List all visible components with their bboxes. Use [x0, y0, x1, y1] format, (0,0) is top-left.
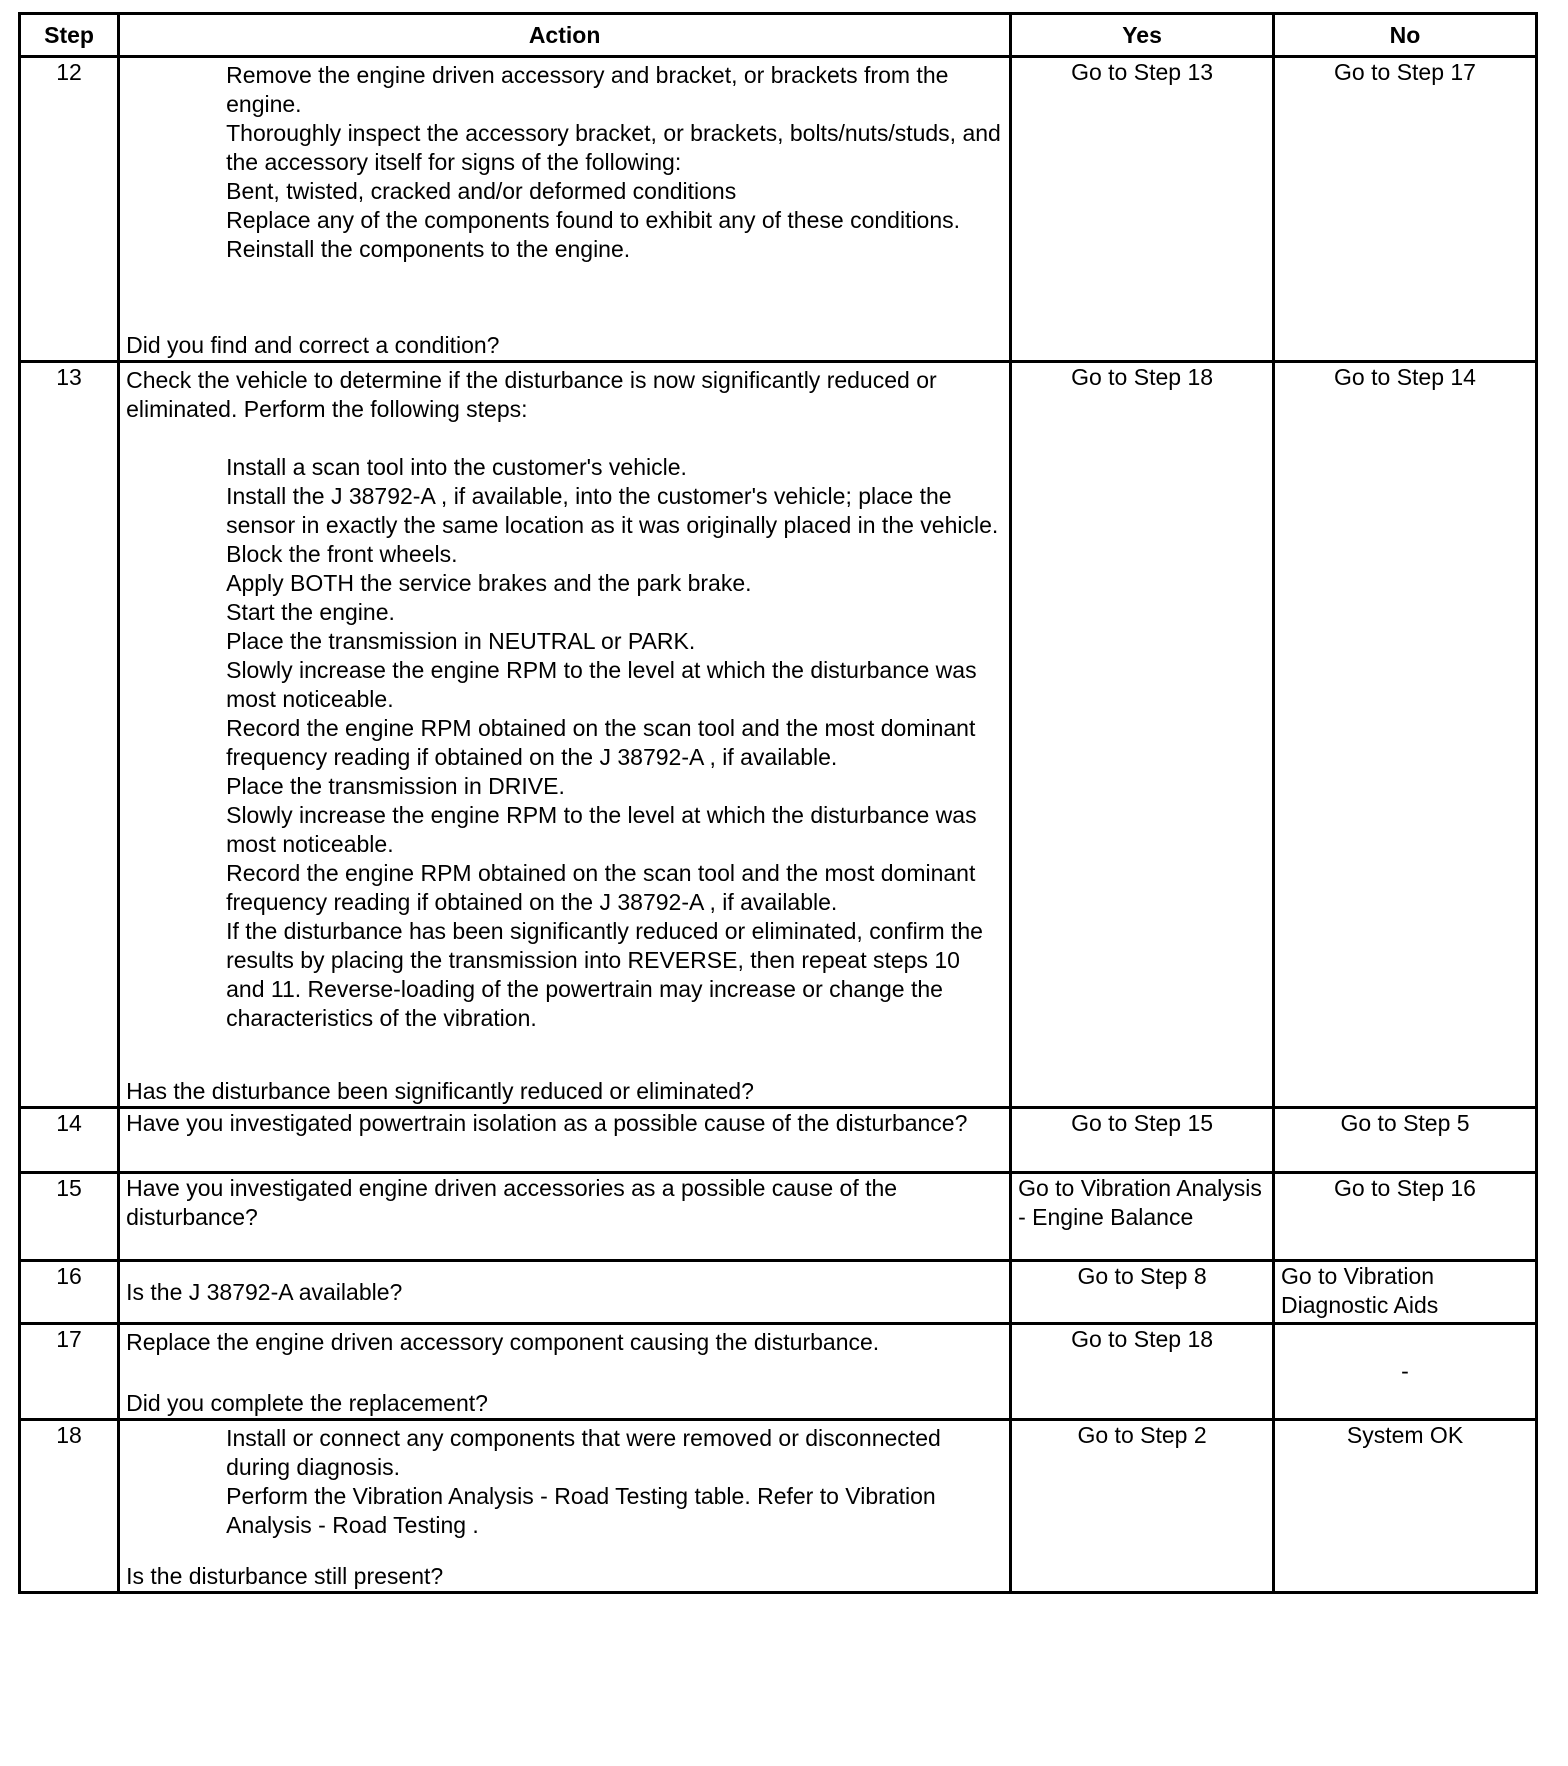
question: Did you complete the replacement? — [126, 1390, 488, 1416]
list-item: Thoroughly inspect the accessory bracket, or brackets, bolts/nuts/studs, and the accessory itself for signs of the following: — [226, 120, 1001, 175]
list-item: Place the transmission in DRIVE. — [226, 773, 565, 799]
action-cell: Is the J 38792-A available? — [119, 1261, 1011, 1324]
yes-result: Go to Step 18 — [1011, 1324, 1274, 1420]
list-item: Start the engine. — [226, 599, 395, 625]
question: Is the disturbance still present? — [126, 1563, 444, 1589]
list-item: Bent, twisted, cracked and/or deformed conditions — [226, 178, 737, 204]
list-item: Apply BOTH the service brakes and the park brake. — [226, 570, 752, 596]
yes-result: Go to Step 13 — [1011, 57, 1274, 362]
list-item: Replace any of the components found to exhibit any of these conditions. — [226, 207, 961, 233]
yes-result: Go to Step 15 — [1011, 1108, 1274, 1173]
list-item: Reinstall the components to the engine. — [226, 236, 631, 262]
list-item: Slowly increase the engine RPM to the level at which the disturbance was most noticeable. — [226, 657, 977, 712]
list-item: Slowly increase the engine RPM to the level at which the disturbance was most noticeable. — [226, 802, 977, 857]
question: Did you find and correct a condition? — [126, 332, 500, 358]
no-result: - — [1274, 1324, 1537, 1420]
procedure-list — [126, 453, 1003, 1033]
question: Has the disturbance been significantly reduced or eliminated? — [126, 1078, 754, 1104]
list-item: Place the transmission in NEUTRAL or PARK. — [226, 628, 696, 654]
step-number: 12 — [20, 57, 119, 362]
no-result: Go to Step 16 — [1274, 1173, 1537, 1261]
header-step: Step — [20, 14, 119, 57]
procedure-list — [126, 1421, 1003, 1540]
diagnostic-table — [18, 12, 1538, 1594]
table-row — [20, 57, 1537, 362]
yes-result: Go to Vibration Analysis - Engine Balance — [1011, 1173, 1274, 1261]
table-row — [20, 362, 1537, 1108]
no-result: Go to Step 14 — [1274, 362, 1537, 1108]
action-cell: Have you investigated powertrain isolation as a possible cause of the disturbance? — [119, 1108, 1011, 1173]
action-cell — [119, 1324, 1011, 1420]
step-number: 13 — [20, 362, 119, 1108]
step-number: 16 — [20, 1261, 119, 1324]
intro-text: Replace the engine driven accessory component causing the disturbance. — [126, 1329, 880, 1355]
table-row — [20, 1173, 1537, 1261]
list-item: Record the engine RPM obtained on the scan tool and the most dominant frequency reading if obtained on the J 38792-A , if available. — [226, 860, 976, 915]
list-item: Perform the Vibration Analysis - Road Testing table. Refer to Vibration Analysis - Road Testing . — [226, 1483, 936, 1538]
action-cell — [119, 57, 1011, 362]
action-cell — [119, 1420, 1011, 1593]
table-row — [20, 1420, 1537, 1593]
step-number: 18 — [20, 1420, 119, 1593]
yes-result: Go to Step 8 — [1011, 1261, 1274, 1324]
yes-result: Go to Step 2 — [1011, 1420, 1274, 1593]
intro-text: Check the vehicle to determine if the disturbance is now significantly reduced or eliminated. Perform the following steps: — [126, 367, 937, 422]
list-item: Install a scan tool into the customer's vehicle. — [226, 454, 687, 480]
no-result: Go to Step 17 — [1274, 57, 1537, 362]
list-item: Record the engine RPM obtained on the scan tool and the most dominant frequency reading if obtained on the J 38792-A , if available. — [226, 715, 976, 770]
action-cell: Have you investigated engine driven accessories as a possible cause of the disturbance? — [119, 1173, 1011, 1261]
no-result: Go to Vibration Diagnostic Aids — [1274, 1261, 1537, 1324]
no-result: System OK — [1274, 1420, 1537, 1593]
no-result: Go to Step 5 — [1274, 1108, 1537, 1173]
table-row — [20, 1108, 1537, 1173]
header-yes: Yes — [1011, 14, 1274, 57]
header-row — [20, 14, 1537, 57]
step-number: 15 — [20, 1173, 119, 1261]
list-item: Install or connect any components that were removed or disconnected during diagnosis. — [226, 1425, 941, 1480]
step-number: 17 — [20, 1324, 119, 1420]
table-row — [20, 1324, 1537, 1420]
list-item: Install the J 38792-A , if available, into the customer's vehicle; place the sensor in exactly the same location as it was originally placed in the vehicle. — [226, 483, 999, 538]
list-item: Remove the engine driven accessory and bracket, or brackets from the engine. — [226, 62, 949, 117]
action-cell — [119, 362, 1011, 1108]
step-number: 14 — [20, 1108, 119, 1173]
yes-result: Go to Step 18 — [1011, 362, 1274, 1108]
header-no: No — [1274, 14, 1537, 57]
procedure-list — [126, 58, 1003, 264]
list-item: If the disturbance has been significantly reduced or eliminated, confirm the results by placing the transmission into REVERSE, then repeat steps 10 and 11. Reverse-loading of the powertrain may increase or change the characteristics of the vibration. — [226, 918, 983, 1031]
table-row — [20, 1261, 1537, 1324]
header-action: Action — [119, 14, 1011, 57]
list-item: Block the front wheels. — [226, 541, 458, 567]
